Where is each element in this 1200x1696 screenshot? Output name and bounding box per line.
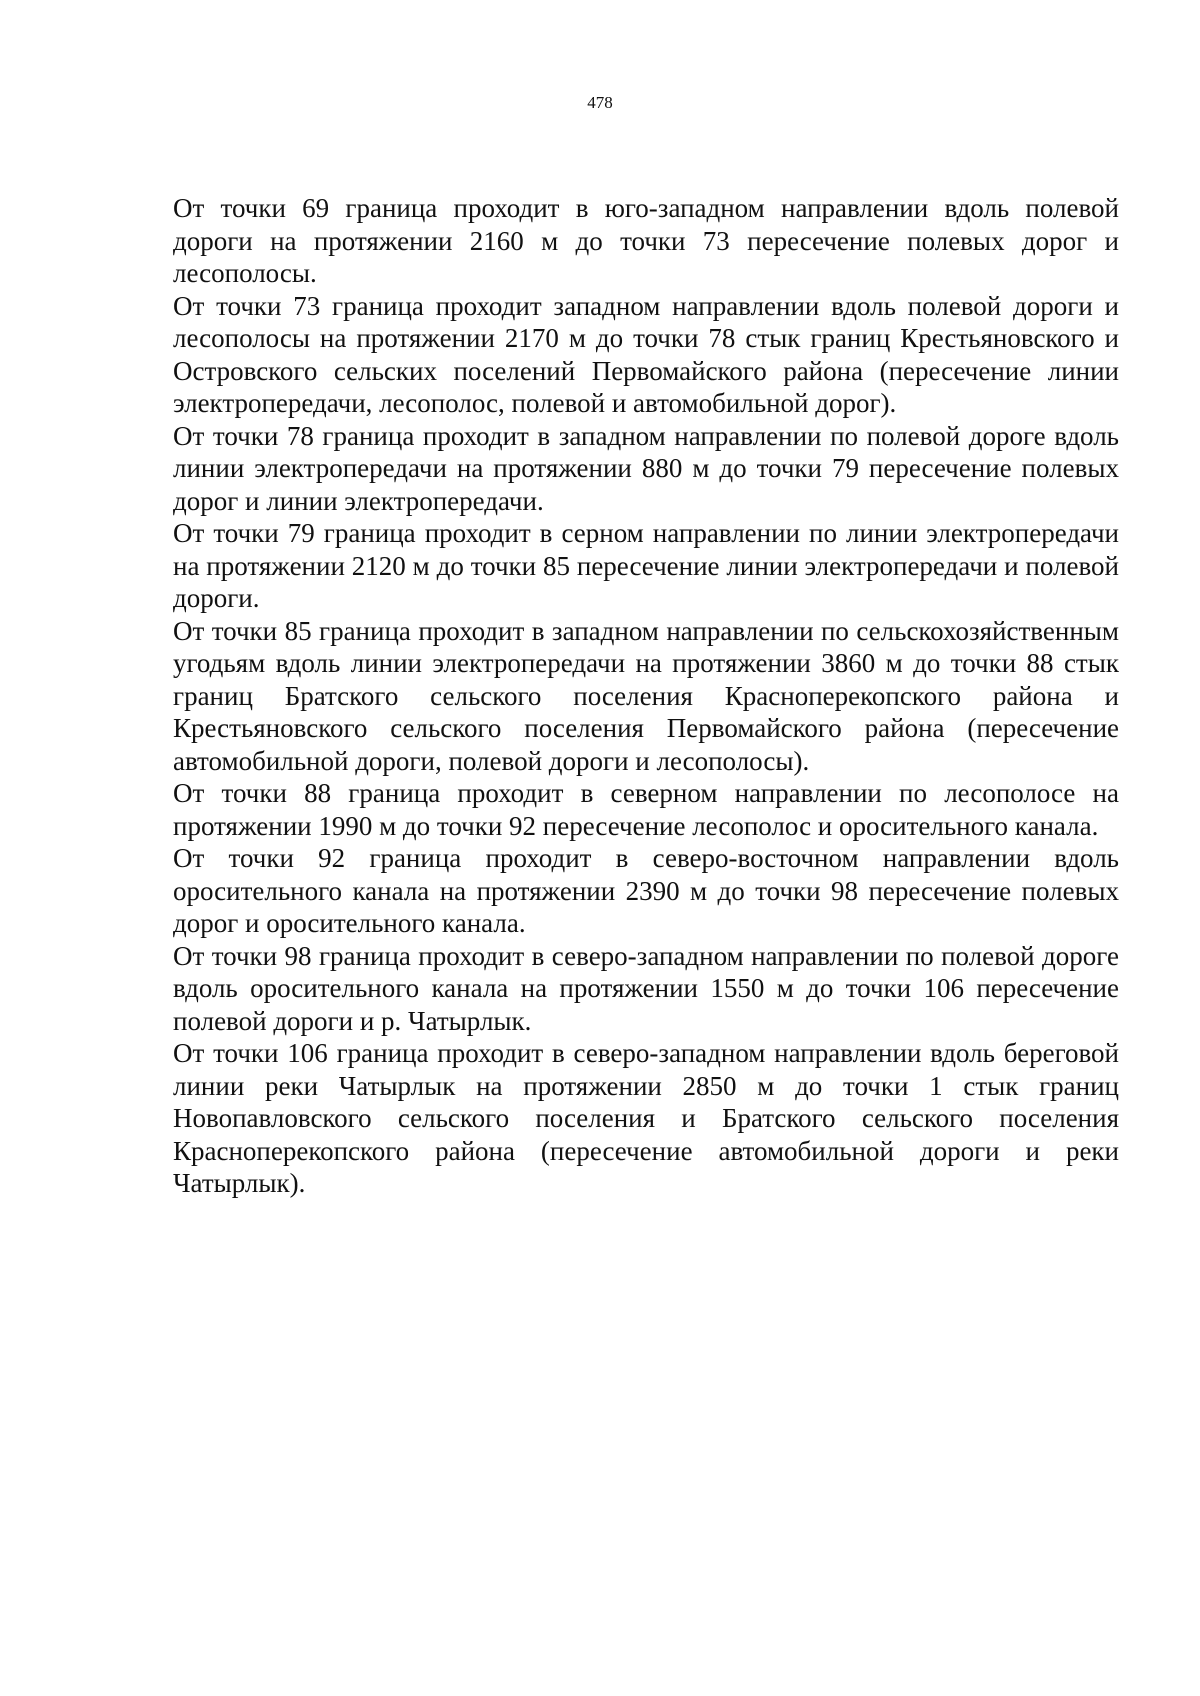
paragraph: От точки 88 граница проходит в северном направлении по лесополосе на протяжении 1990 м до точки 92 пересечение лесополос и оросительного канала.: [173, 778, 1119, 841]
paragraph: От точки 85 граница проходит в западном направлении по сельскохозяйственным угодьям вдоль линии электропередачи на протяжении 3860 м до точки 88 стык границ Братского сельского поселения Красноперекопского района и Крестьяновского сельского поселения Первомайского района (пересечение автомобильной дороги, полевой дороги и лесополосы).: [173, 615, 1119, 776]
paragraph: От точки 69 граница проходит в юго-западном направлении вдоль полевой дороги на протяжении 2160 м до точки 73 пересечение полевых дорог и лесополосы.: [173, 193, 1119, 288]
paragraph: От точки 106 граница проходит в северо-западном направлении вдоль береговой линии реки Чатырлык на протяжении 2850 м до точки 1 стык границ Новопавловского сельского поселения и Братского сельского поселения Красноперекопского района (пересечение автомобильной дороги и реки Чатырлык).: [173, 1038, 1119, 1198]
paragraph: От точки 79 граница проходит в серном направлении по линии электропередачи на протяжении 2120 м до точки 85 пересечение линии электропередачи и полевой дороги.: [173, 518, 1119, 613]
paragraph: От точки 78 граница проходит в западном направлении по полевой дороге вдоль линии электропередачи на протяжении 880 м до точки 79 пересечение полевых дорог и линии электропередачи.: [173, 420, 1119, 516]
paragraph: От точки 98 граница проходит в северо-западном направлении по полевой дороге вдоль оросительного канала на протяжении 1550 м до точки 106 пересечение полевой дороги и р. Чатырлык.: [173, 940, 1119, 1036]
paragraph: От точки 73 граница проходит западном направлении вдоль полевой дороги и лесополосы на протяжении 2170 м до точки 78 стык границ Крестьяновского и Островского сельских поселений Первомайского района (пересечение линии электропередачи, лесополос, полевой и автомобильной дорог).: [173, 290, 1119, 418]
document-body: [173, 192, 1119, 1200]
page-number: 478: [587, 93, 613, 112]
paragraph: От точки 92 граница проходит в северо-восточном направлении вдоль оросительного канала на протяжении 2390 м до точки 98 пересечение полевых дорог и оросительного канала.: [173, 843, 1119, 938]
